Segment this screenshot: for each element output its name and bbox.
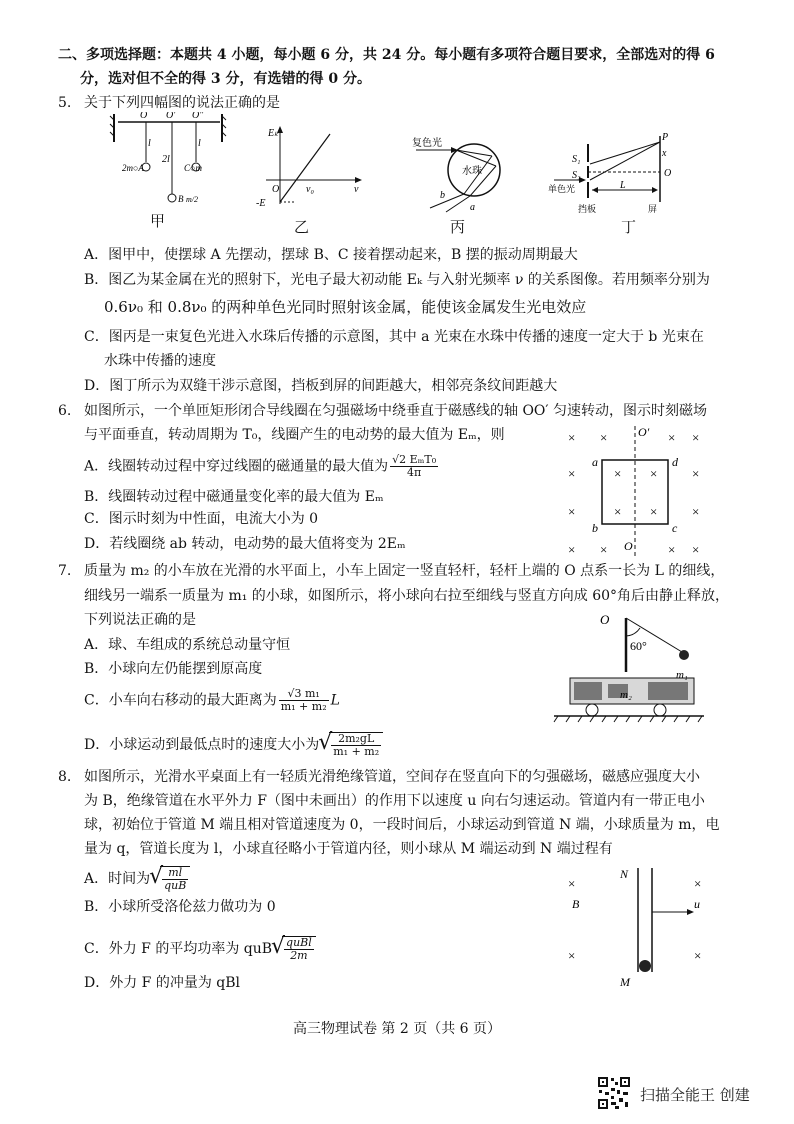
q5-figure-ding xyxy=(548,128,678,220)
q7-stem-line2: 细线另一端系一质量为 m₁ 的小球，如图所示，将小球向右拉至细线与竖直方向成 60°角后由静止释放， xyxy=(84,588,730,604)
q6-fig-b: b xyxy=(592,521,598,535)
q6-fig-o-top: O′ xyxy=(638,425,650,439)
svg-text:×: × xyxy=(568,466,576,481)
q8-option-a-fraction xyxy=(162,867,188,892)
q6-option-a-text: A．线圈转动过程中穿过线圈的磁通量的最大值为 xyxy=(84,458,389,475)
q6-option-c: C．图示时刻为中性面，电流大小为 0 xyxy=(84,511,319,527)
qr-code-icon xyxy=(597,1076,631,1110)
q6-option-a-fraction xyxy=(390,454,438,479)
section-header-line2: 分，选对但不全的得 3 分，有选错的得 0 分。 xyxy=(80,71,371,87)
fig-jia-o2: O′ xyxy=(166,112,176,121)
q8-option-c xyxy=(84,936,316,962)
fig-ding-screen: 屏 xyxy=(648,204,658,214)
fig-yi-v: v xyxy=(354,184,359,195)
fig-jia-2l: 2l xyxy=(162,154,170,165)
q5-option-d: D．图丁所示为双缝干涉示意图，挡板到屏的间距越大，相邻亮条纹间距越大 xyxy=(84,378,558,394)
svg-text:×: × xyxy=(600,542,608,557)
svg-text:×: × xyxy=(692,430,700,445)
q7-stem-line3: 下列说法正确的是 xyxy=(84,612,196,628)
fig-ding-x: x xyxy=(662,148,667,159)
fig-ding-baffle: 挡板 xyxy=(578,204,597,214)
svg-text:×: × xyxy=(692,542,700,557)
q5-figure-bing xyxy=(406,132,516,214)
q7-fig-m1: m₁ xyxy=(676,669,688,681)
q7-option-d-fraction xyxy=(331,733,381,758)
q8-stem-line4: 量为 q，管道长度为 l，小球直径略小于管道内径，则小球从 M 端运动到 N 端过程有 xyxy=(84,841,613,857)
q7-option-d xyxy=(84,732,383,758)
q8-stem-line1: 如图所示，光滑水平桌面上有一轻质光滑绝缘管道，空间存在竖直向下的匀强磁场，磁感应强度大小 xyxy=(84,769,700,785)
q8-figure xyxy=(560,862,720,990)
page-footer: 高三物理试卷 第 2 页（共 6 页） xyxy=(292,1021,502,1037)
fig-jia-a: 2m○A xyxy=(122,163,144,173)
q6-fig-o-bot: O xyxy=(624,539,633,553)
q7-option-d-text: D．小球运动到最低点时的速度大小为 xyxy=(84,737,320,753)
fig-jia-bm: m/2 xyxy=(186,195,198,204)
q8-number: 8. xyxy=(58,769,72,785)
q6-fig-c: c xyxy=(672,521,678,535)
fig-bing-a: a xyxy=(470,202,475,213)
fig-yi-v0: v₀ xyxy=(306,184,314,195)
q7-number: 7. xyxy=(58,563,72,579)
q8-a-numerator: √ ml xyxy=(162,867,188,880)
q7-stem-line1: 质量为 m₂ 的小车放在光滑的水平面上，小车上固定一竖直轻杆，轻杆上端的 O 点系一长为 L 的细线， xyxy=(84,563,725,579)
q8-option-a-text: A．时间为 xyxy=(84,871,151,887)
svg-text:×: × xyxy=(668,542,676,557)
scanner-watermark: 扫描全能王 创建 xyxy=(640,1086,750,1104)
q8-c-denominator: 2m xyxy=(290,949,308,962)
q7-fig-m2: m₂ xyxy=(620,689,632,701)
q8-option-b: B．小球所受洛伦兹力做功为 0 xyxy=(84,899,276,915)
q5-option-b-line2: 0.6ν₀ 和 0.8ν₀ 的两种单色光同时照射该金属，能使该金属发生光电效应 xyxy=(104,298,587,316)
svg-text:×: × xyxy=(568,876,576,891)
q6-option-a xyxy=(84,454,440,479)
fig-yi-neg: -E xyxy=(256,198,266,209)
q8-c-numerator: √ quBl xyxy=(286,936,312,949)
q7-d-sqrt xyxy=(329,732,383,758)
q6-option-b: B．线圈转动过程中磁通量变化率的最大值为 Eₘ xyxy=(84,489,384,505)
q8-option-c-text: C．外力 F 的平均功率为 quB xyxy=(84,941,273,957)
q8-option-a xyxy=(84,866,190,892)
q8-a-denominator: quB xyxy=(164,879,187,892)
fig-label-bing: 丙 xyxy=(450,218,466,236)
q8-fig-m: M xyxy=(620,975,630,989)
q7-option-c-fraction xyxy=(279,688,329,713)
q5-option-a: A．图甲中，使摆球 A 先摆动，摆球 B、C 接着摆动起来，B 摆的振动周期最大 xyxy=(84,247,578,263)
q8-a-sqrt xyxy=(160,866,190,892)
fig-ding-s2: S₂ xyxy=(572,170,581,181)
fig-ding-l: L xyxy=(620,180,626,191)
svg-text:×: × xyxy=(694,948,702,963)
q7-c-length: L xyxy=(330,692,340,709)
q6-field-crosses xyxy=(568,430,699,557)
q6-stem-line2: 与平面垂直，转动周期为 T₀，线圈产生的电动势的最大值为 Eₘ，则 xyxy=(84,427,505,443)
q5-option-c-line2: 水珠中传播的速度 xyxy=(104,353,216,369)
svg-text:×: × xyxy=(568,948,576,963)
q5-stem: 关于下列四幅图的说法正确的是 xyxy=(84,95,280,111)
q8-c-sqrt xyxy=(282,936,316,962)
q7-figure xyxy=(548,610,708,730)
q8-stem-line2: 为 B，绝缘管道在水平外力 F（图中未画出）的作用下以速度 u 向右匀速运动。管道内有一带正电小 xyxy=(84,793,705,809)
svg-text:×: × xyxy=(568,542,576,557)
svg-text:×: × xyxy=(692,504,700,519)
q6-a-numerator: √2 EₘT₀ xyxy=(392,453,437,466)
q8-fig-n: N xyxy=(620,867,629,881)
fig-jia-o3: O″ xyxy=(192,112,204,121)
q7-option-c-text: C．小车向右移动的最大距离为 xyxy=(84,692,277,709)
q8-option-d: D．外力 F 的冲量为 qBl xyxy=(84,975,241,991)
q6-fig-a: a xyxy=(592,455,598,469)
fig-ding-mono: 单色光 xyxy=(548,184,576,194)
fig-ding-s1: S₁ xyxy=(572,154,581,165)
q6-fig-d: d xyxy=(672,455,678,469)
q5-figure-jia xyxy=(108,112,228,208)
svg-text:×: × xyxy=(692,466,700,481)
fig-ding-o: O xyxy=(664,168,672,179)
q8-fig-u: u xyxy=(694,897,700,911)
q7-option-c xyxy=(84,688,340,713)
q7-d-numerator: √ 2m₂gL xyxy=(331,733,381,746)
fig-label-jia: 甲 xyxy=(150,212,166,230)
section-header-line1: 二、多项选择题：本题共 4 小题，每小题 6 分，共 24 分。每小题有多项符合题目要求，全部选对的得 6 xyxy=(58,47,715,63)
fig-jia-c: C○m xyxy=(184,163,202,173)
fig-jia-b: B xyxy=(178,194,184,204)
svg-text:×: × xyxy=(568,430,576,445)
q7-c-denominator: m₁ + m₂ xyxy=(280,700,327,713)
svg-text:×: × xyxy=(614,504,622,519)
q5-option-b-line1: B．图乙为某金属在光的照射下，光电子最大初动能 Eₖ 与入射光频率 ν 的关系图像。若用频率分别为 xyxy=(84,272,710,288)
q6-a-denominator: 4π xyxy=(407,466,422,479)
fig-label-ding: 丁 xyxy=(621,218,637,236)
fig-jia-l-right: l xyxy=(198,138,201,149)
fig-bing-drop: 水珠 xyxy=(462,166,482,177)
q8-stem-line3: 球，初始位于管道 M 端且相对管道速度为 0，一段时间后，小球运动到管道 N 端，小球质量为 m，电 xyxy=(84,817,720,833)
fig-ding-p: P xyxy=(662,132,669,143)
svg-text:×: × xyxy=(568,504,576,519)
q7-option-b: B．小球向左仍能摆到原高度 xyxy=(84,661,263,677)
svg-text:×: × xyxy=(614,466,622,481)
q7-fig-angle: 60° xyxy=(630,639,647,653)
q6-option-d: D．若线圈绕 ab 转动，电动势的最大值将变为 2Eₘ xyxy=(84,536,406,552)
q6-figure xyxy=(558,420,708,560)
q5-figure-yi xyxy=(252,122,364,212)
q5-option-c-line1: C．图丙是一束复色光进入水珠后传播的示意图，其中 a 光束在水珠中传播的速度一定大于 b 光束在 xyxy=(84,329,704,345)
q6-stem-line1: 如图所示，一个单匝矩形闭合导线圈在匀强磁场中绕垂直于磁感线的轴 OO′ 匀速转动，图示时刻磁场 xyxy=(84,403,708,419)
svg-text:×: × xyxy=(600,430,608,445)
q7-option-a: A．球、车组成的系统总动量守恒 xyxy=(84,637,291,653)
q8-field-crosses xyxy=(568,876,701,963)
fig-bing-b: b xyxy=(440,190,445,201)
q8-option-c-fraction xyxy=(284,937,314,962)
q7-c-numerator: √3 m₁ xyxy=(279,688,329,701)
svg-text:×: × xyxy=(650,504,658,519)
fig-yi-o: O xyxy=(272,184,280,195)
q5-number: 5. xyxy=(58,95,72,111)
fig-bing-light: 复色光 xyxy=(412,138,442,149)
svg-text:×: × xyxy=(668,430,676,445)
svg-text:×: × xyxy=(650,466,658,481)
fig-jia-l: l xyxy=(148,138,151,149)
q7-d-denominator: m₁ + m₂ xyxy=(333,745,380,758)
fig-jia-o1: O xyxy=(140,112,148,121)
fig-yi-ek: Eₖ xyxy=(268,128,279,139)
svg-text:×: × xyxy=(694,876,702,891)
q7-fig-o: O xyxy=(600,612,610,627)
q8-fig-b: B xyxy=(572,897,580,911)
q6-number: 6. xyxy=(58,403,72,419)
fig-label-yi: 乙 xyxy=(294,218,310,236)
